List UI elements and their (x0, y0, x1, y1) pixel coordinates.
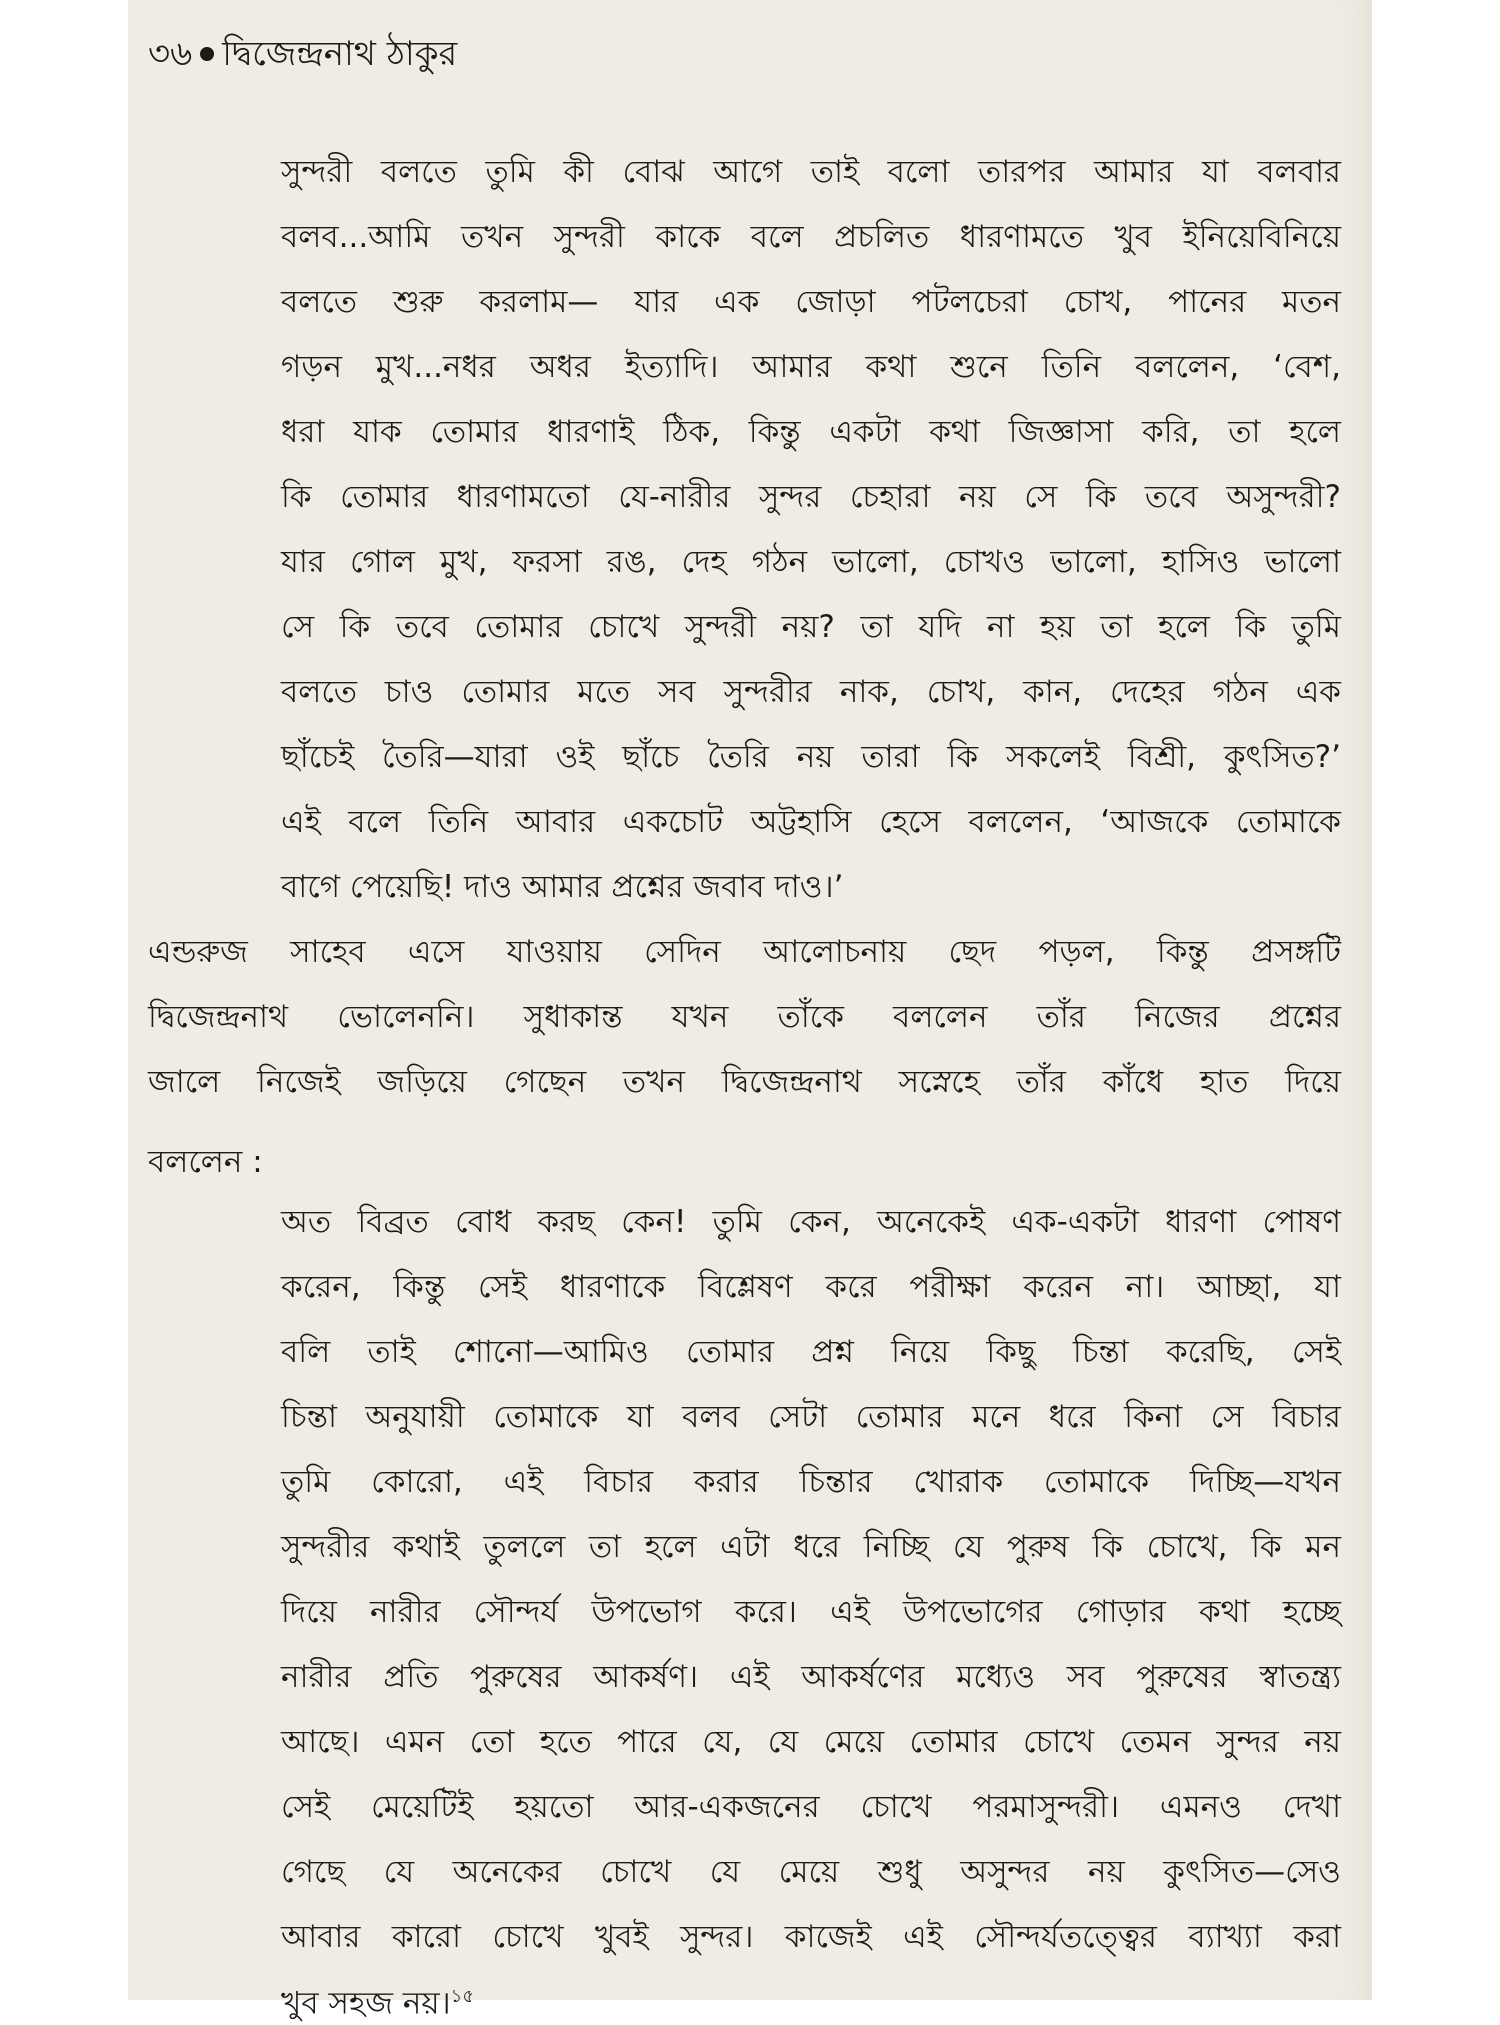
quote-line: গেছে যে অনেকের চোখে যে মেয়ে শুধু অসুন্দর নয় কুৎসিত—সেও (281, 1854, 1341, 1890)
body-line: জালে নিজেই জড়িয়ে গেছেন তখন দ্বিজেন্দ্রনাথ সস্নেহে তাঁর কাঁধে হাত দিয়ে (148, 1064, 1341, 1100)
quote-line: নারীর প্রতি পুরুষের আকর্ষণ। এই আকর্ষণের মধ্যেও সব পুরুষের স্বাতন্ত্র্য (281, 1659, 1341, 1695)
footnote-ref: ১৫ (450, 1986, 475, 2007)
quote-line: করেন, কিন্তু সেই ধারণাকে বিশ্লেষণ করে পরীক্ষা করেন না। আচ্ছা, যা (281, 1269, 1341, 1305)
body-line: বললেন : (148, 1144, 263, 1180)
quote-line: সুন্দরী বলতে তুমি কী বোঝ আগে তাই বলো তারপর আমার যা বলবার (281, 154, 1341, 190)
running-header (148, 28, 457, 85)
quote-line: ধরা যাক তোমার ধারণাই ঠিক, কিন্তু একটা কথা জিজ্ঞাসা করি, তা হলে (281, 414, 1341, 450)
quote-line: বলব...আমি তখন সুন্দরী কাকে বলে প্রচলিত ধারণামতে খুব ইনিয়েবিনিয়ে (281, 219, 1341, 255)
quote-line: ছাঁচেই তৈরি—যারা ওই ছাঁচে তৈরি নয় তারা কি সকলেই বিশ্রী, কুৎসিত?’ (281, 739, 1341, 775)
quote-line: বলতে চাও তোমার মতে সব সুন্দরীর নাক, চোখ, কান, দেহের গঠন এক (281, 674, 1341, 710)
quote-line: সে কি তবে তোমার চোখে সুন্দরী নয়? তা যদি না হয় তা হলে কি তুমি (281, 609, 1341, 645)
body-line: দ্বিজেন্দ্রনাথ ভোলেননি। সুধাকান্ত যখন তাঁকে বললেন তাঁর নিজের প্রশ্নের (148, 999, 1341, 1035)
quote-line: কি তোমার ধারণামতো যে-নারীর সুন্দর চেহারা নয় সে কি তবে অসুন্দরী? (281, 479, 1341, 515)
quote-line: সুন্দরীর কথাই তুললে তা হলে এটা ধরে নিচ্ছি যে পুরুষ কি চোখে, কি মন (281, 1529, 1341, 1565)
quote-line: আছে। এমন তো হতে পারে যে, যে মেয়ে তোমার চোখে তেমন সুন্দর নয় (281, 1724, 1341, 1760)
quote-line: যার গোল মুখ, ফরসা রঙ, দেহ গঠন ভালো, চোখও ভালো, হাসিও ভালো (281, 544, 1341, 580)
quote-line: এই বলে তিনি আবার একচোট অট্টহাসি হেসে বললেন, ‘আজকে তোমাকে (281, 804, 1341, 840)
quote-line: বলতে শুরু করলাম— যার এক জোড়া পটলচেরা চোখ, পানের মতন (281, 284, 1341, 320)
quote-line: বাগে পেয়েছি! দাও আমার প্রশ্নের জবাব দাও।’ (281, 869, 844, 905)
quote-line: অত বিব্রত বোধ করছ কেন! তুমি কেন, অনেকেই এক-একটা ধারণা পোষণ (281, 1204, 1341, 1240)
page-number: ৩৬ (148, 34, 193, 74)
body-line: এন্ডরুজ সাহেব এসে যাওয়ায় সেদিন আলোচনায় ছেদ পড়ল, কিন্তু প্রসঙ্গটি (148, 934, 1341, 970)
quote-line: সেই মেয়েটিই হয়তো আর-একজনের চোখে পরমাসুন্দরী। এমনও দেখা (281, 1789, 1341, 1825)
book-title: দ্বিজেন্দ্রনাথ ঠাকুর (222, 34, 458, 74)
quote-line: বলি তাই শোনো—আমিও তোমার প্রশ্ন নিয়ে কিছু চিন্তা করেছি, সেই (281, 1334, 1341, 1370)
quote-line: তুমি কোরো, এই বিচার করার চিন্তার খোরাক তোমাকে দিচ্ছি—যখন (281, 1464, 1341, 1500)
quote-line: দিয়ে নারীর সৌন্দর্য উপভোগ করে। এই উপভোগের গোড়ার কথা হচ্ছে (281, 1594, 1341, 1630)
quote-line: চিন্তা অনুযায়ী তোমাকে যা বলব সেটা তোমার মনে ধরে কিনা সে বিচার (281, 1399, 1341, 1435)
book-page (128, 0, 1372, 2022)
quote-line (281, 1975, 1341, 2025)
bullet-icon (200, 47, 214, 61)
quote-line: গড়ন মুখ...নধর অধর ইত্যাদি। আমার কথা শুনে তিনি বললেন, ‘বেশ, (281, 349, 1341, 385)
quote-last-text: খুব সহজ নয়। (281, 1985, 451, 2022)
quote-line: আবার কারো চোখে খুবই সুন্দর। কাজেই এই সৌন্দর্যতত্ত্বের ব্যাখ্যা করা (281, 1919, 1341, 1955)
